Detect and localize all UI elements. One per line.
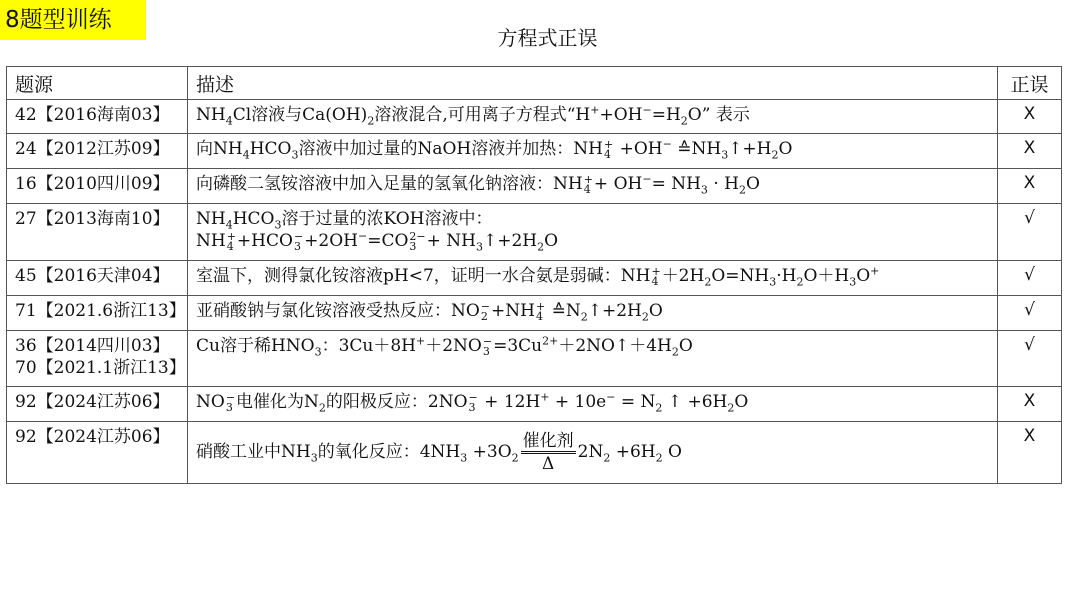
verdict-cell: X	[998, 422, 1062, 484]
table-row	[7, 422, 1062, 484]
verdict-cell: X	[998, 134, 1062, 169]
description-cell: 向$NH_4HCO_3$溶液中加过量的NaOH溶液并加热：NH + 4 +OH− $≙NH_3↑+H_2O$	[188, 134, 998, 169]
description-cell: Cu溶于稀$HNO_3$：3Cu＋8H+＋2NO − 3 $=3Cu^{2+}+2NO↑+4H_2O$	[188, 331, 998, 387]
table-row	[7, 296, 1062, 331]
description-cell: $NH_4HCO_3$溶于过量的浓KOH溶液中： NH + 4 +HCO − 3 +2OH−=CO 2− 3 + $NH_3↑+2H_2O$	[188, 204, 998, 261]
source-cell: 92【2024江苏06】	[7, 387, 188, 422]
table-row	[7, 100, 1062, 134]
description-cell: 向磷酸二氢铵溶液中加入足量的氢氧化钠溶液：NH + 4 + $OH^-= NH_3 \cdot H_2O$	[188, 169, 998, 204]
verdict-cell: X	[998, 100, 1062, 134]
verdict-cell: √	[998, 296, 1062, 331]
page-title: 方程式正误	[497, 26, 598, 50]
header-verdict: 正误	[998, 67, 1062, 100]
description-cell: NO − 3 电催化为$N_2$的阳极反应：2NO − 3 + $12H^+ + 10e^- = N_2$ ↑ $+6H_2O$	[188, 387, 998, 422]
table-row	[7, 169, 1062, 204]
source-cell: 92【2024江苏06】	[7, 422, 188, 484]
description-cell: 硝酸工业中$NH_3$的氧化反应：$4NH_3 +3O_2$ $\frac{\text{催化剂}}{\Delta}$ $2N_2 +6H_2$ O	[188, 422, 998, 484]
description-cell: 室温下，测得氯化铵溶液pH<7，证明一水合氨是弱碱：NH + 4 $+2H_2O=NH_3\cdot H_2O+H_3O^+$	[188, 261, 998, 296]
header-source: 题源	[7, 67, 188, 100]
description-cell: $NH_4Cl$溶液与$Ca(OH)_2$溶液混合,可用离子方程式“$H^++OH^-=H_2O$” 表示	[188, 100, 998, 134]
source-cell: 16【2010四川09】	[7, 169, 188, 204]
equation-table	[6, 66, 1062, 484]
verdict-cell: √	[998, 204, 1062, 261]
table-row	[7, 134, 1062, 169]
table-row	[7, 387, 1062, 422]
source-cell: 71【2021.6浙江13】	[7, 296, 188, 331]
source-cell: 24【2012江苏09】	[7, 134, 188, 169]
source-cell	[7, 331, 188, 387]
table-row	[7, 331, 1062, 387]
table-row	[7, 261, 1062, 296]
section-tag: 8题型训练	[0, 0, 146, 40]
verdict-cell: √	[998, 261, 1062, 296]
table-row	[7, 204, 1062, 261]
header-description: 描述	[188, 67, 998, 100]
description-cell: 亚硝酸钠与氯化铵溶液受热反应：NO − 2 +NH + 4 $≙N_2↑+2H_2O$	[188, 296, 998, 331]
source-cell: 42【2016海南03】	[7, 100, 188, 134]
verdict-cell: X	[998, 169, 1062, 204]
source-cell: 27【2013海南10】	[7, 204, 188, 261]
verdict-cell: X	[998, 387, 1062, 422]
verdict-cell: √	[998, 331, 1062, 387]
catalyst-condition: $\frac{\text{催化剂}}{\Delta}$	[522, 431, 574, 474]
source-line: 70【2021.1浙江13】	[15, 358, 186, 378]
source-cell: 45【2016天津04】	[7, 261, 188, 296]
source-line: 36【2014四川03】	[15, 336, 170, 356]
table-header-row	[7, 67, 1062, 100]
